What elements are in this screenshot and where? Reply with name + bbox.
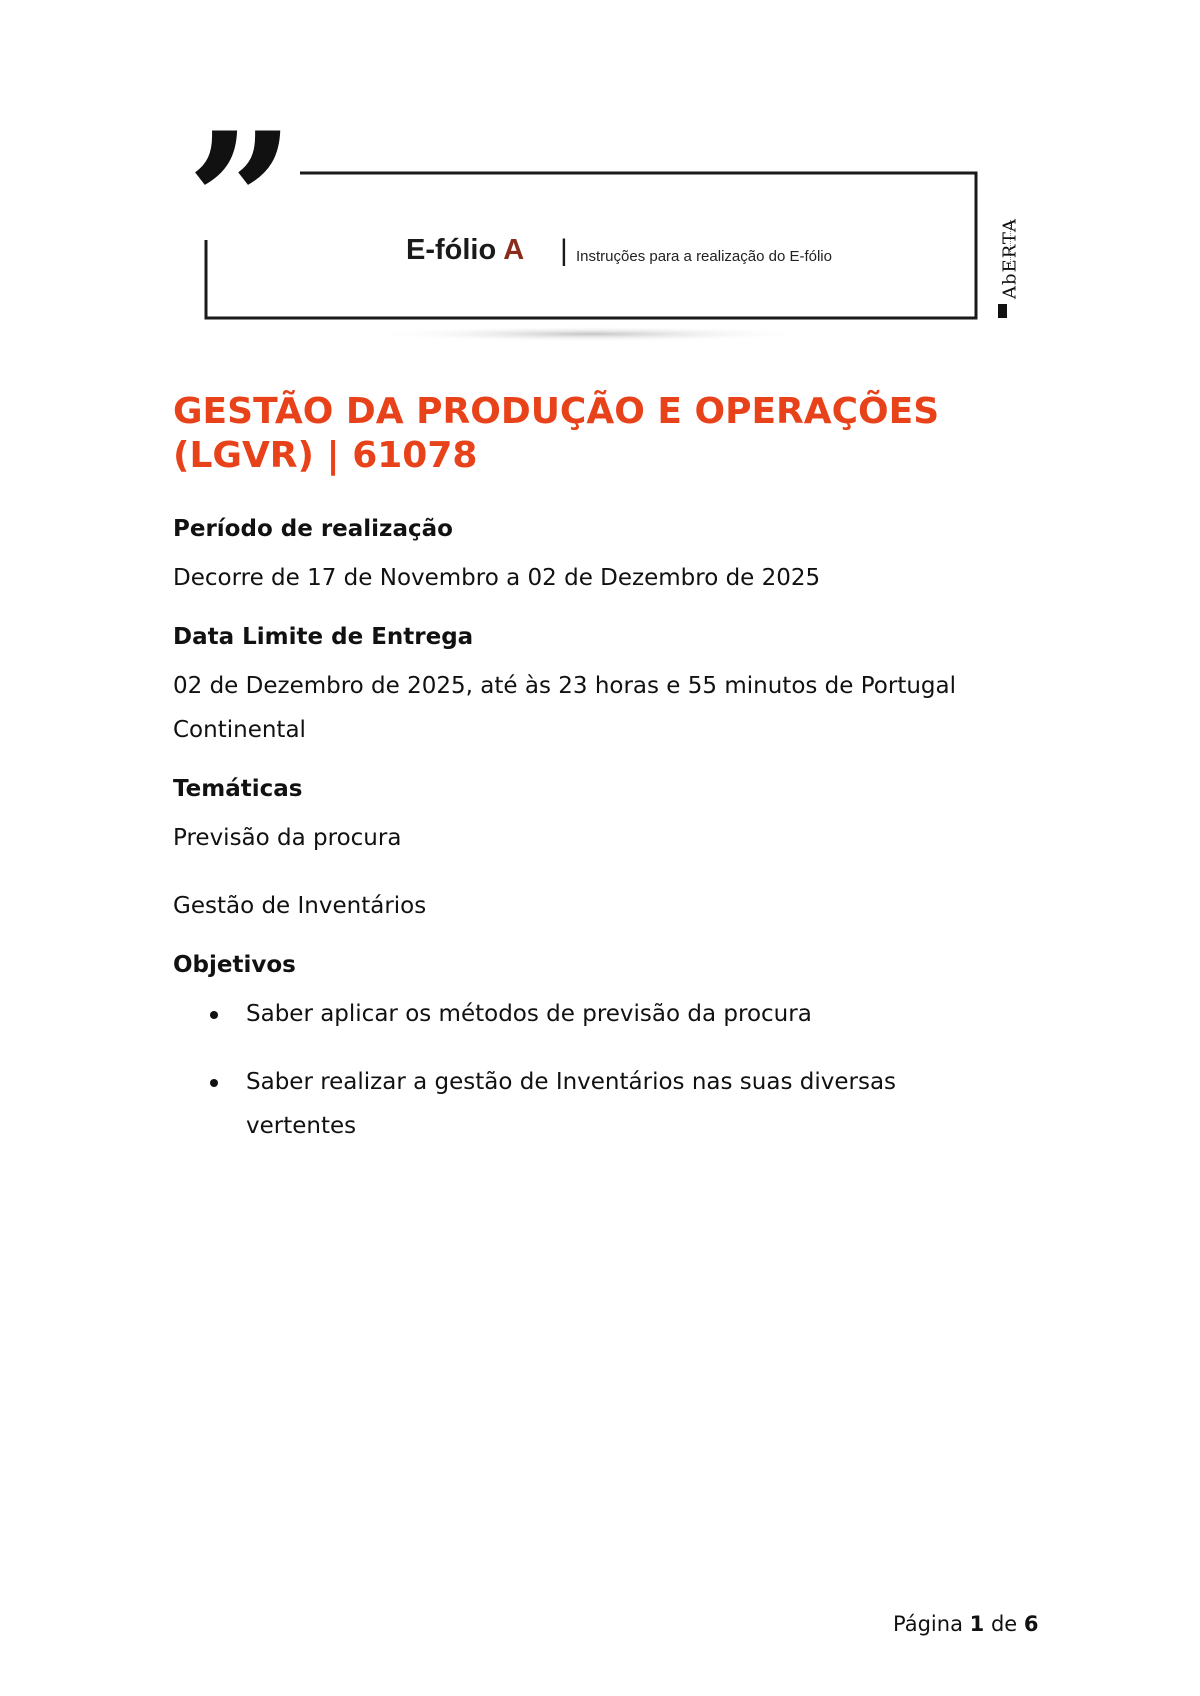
- entrega-value: [173, 664, 1043, 752]
- efolio-separator: |: [560, 234, 568, 267]
- efolio-title: [406, 234, 524, 267]
- periodo-value: Decorre de 17 de Novembro a 02 de Dezembro de 2025: [173, 565, 821, 591]
- objetivo-item: [173, 992, 1043, 1036]
- periodo-label: Período de realização: [173, 516, 453, 542]
- entrega-value-line2: Continental: [173, 717, 306, 743]
- header-banner: [0, 0, 1200, 360]
- tematicas-label: Temáticas: [173, 776, 303, 802]
- course-title-line1: GESTÃO DA PRODUÇÃO E OPERAÇÕES: [173, 391, 940, 432]
- logo-mark-icon: [998, 304, 1007, 318]
- bullet-icon: [210, 1011, 218, 1019]
- document-body: [173, 390, 1043, 1148]
- course-title: [173, 390, 1043, 478]
- logo-text: AbERTA: [999, 218, 1021, 299]
- page-number: [893, 1612, 1039, 1636]
- efolio-prefix: E-fólio: [406, 234, 504, 266]
- objetivos-list: [173, 992, 1043, 1148]
- efolio-subtitle: Instruções para a realização do E-fólio: [576, 248, 832, 265]
- course-title-line2: (LGVR) | 61078: [173, 435, 478, 476]
- tematica-item: Previsão da procura: [173, 825, 402, 851]
- objetivo-text: Saber aplicar os métodos de previsão da procura: [246, 1001, 812, 1027]
- university-logo: [994, 214, 1026, 318]
- page-word: Página: [893, 1612, 963, 1636]
- total-pages: 6: [1023, 1612, 1039, 1636]
- tematica-item: Gestão de Inventários: [173, 893, 427, 919]
- entrega-value-line1: 02 de Dezembro de 2025, até às 23 horas e 55 minutos de Portugal: [173, 673, 956, 699]
- efolio-letter: A: [503, 234, 525, 266]
- objetivos-label: Objetivos: [173, 952, 296, 978]
- objetivo-item: [173, 1060, 1043, 1148]
- bullet-icon: [210, 1079, 218, 1087]
- entrega-label: Data Limite de Entrega: [173, 624, 474, 650]
- of-word: de: [990, 1612, 1018, 1636]
- objetivo-text-line1: Saber realizar a gestão de Inventários nas suas diversas: [246, 1069, 897, 1095]
- objetivo-text-line2: vertentes: [246, 1113, 357, 1139]
- current-page: 1: [969, 1612, 985, 1636]
- quote-mark-icon: ”: [186, 91, 282, 314]
